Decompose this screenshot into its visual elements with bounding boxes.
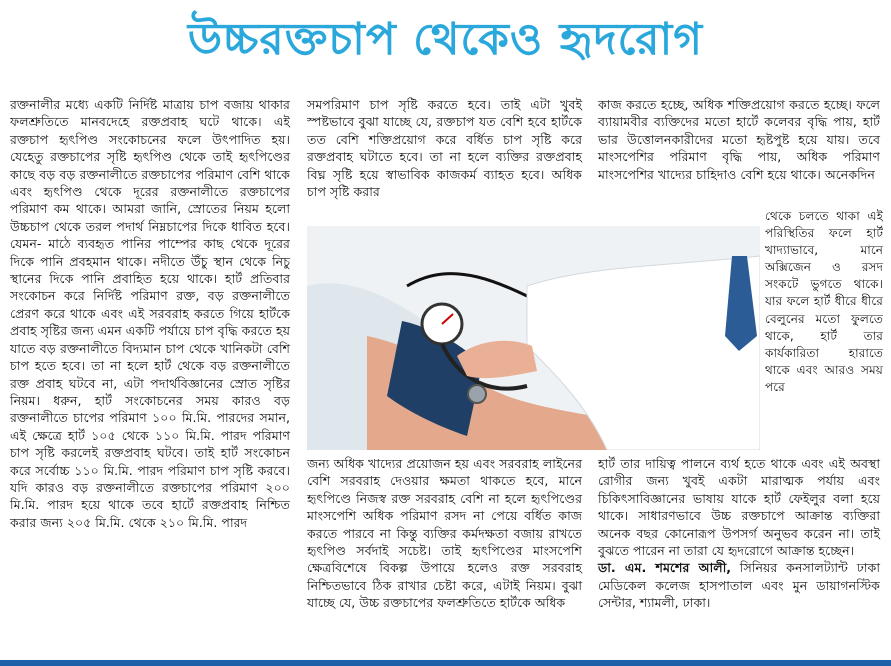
article-column-3-side — [765, 208, 883, 396]
article-column-1 — [10, 96, 290, 531]
article-headline: উচ্চরক্তচাপ থেকেও হৃদরোগ — [187, 14, 704, 65]
article-column-3-top — [598, 96, 880, 183]
blood-pressure-illustration — [307, 226, 760, 450]
column-2-top-text: সমপরিমাণ চাপ সৃষ্টি করতে হবে। তাই এটা খুবই স্পষ্টভাবে বুঝা যাচ্ছে যে, রক্তচাপ যত বেশি হবে হার্টকে তত বেশি শক্তিপ্রয়োগ করে বর্ধিত চাপ সৃষ্টি করে রক্তপ্রবাহ ঘটাতে হবে। তা না হলে ব্যক্তির রক্তপ্রবাহ বিঘ্ন সৃষ্টি হয়ে স্বাভাবিক কাজকর্ম ব্যাহত হবে। অধিক চাপ সৃষ্টি করার — [307, 97, 582, 200]
author-details: সিনিয়র কনসালট্যান্ট ঢাকা মেডিকেল কলেজ হাসপাতাল এবং মুন ডায়াগনস্টিক সেন্টার, শ্যামলী, ঢাকা। — [598, 560, 880, 611]
article-column-2-bottom — [307, 455, 582, 612]
article-column-3-bottom — [598, 455, 880, 612]
column-3-side-text: থেকে চলতে থাকা এই পরিস্থিতির ফলে হার্ট খাদ্যাভাবে, মানে অক্সিজেন ও রসদ সংকটে ভুগতে থাকে। যার ফলে হার্ট ধীরে ধীরে বেলুনের মতো ফুলতে থাকে, হার্ট তার কার্যকারিতা হারাতে থাকে এবং আরও সময় পরে — [765, 209, 883, 394]
author-name: ডা. এম. শমশের আলী, — [598, 560, 732, 576]
article-column-2-top — [307, 96, 582, 200]
column-1-text: রক্তনালীর মধ্যে একটি নির্দিষ্ট মাত্রায় চাপ বজায় থাকার ফলশ্রুতিতে মানবদেহে রক্তপ্রবাহ ঘটে থাকে। এই রক্তচাপ হৃৎপিণ্ড সংকোচনের ফলে উৎপাদিত হয়। যেহেতু রক্তচাপের সৃষ্টি হৃৎপিণ্ড থেকে তাই হৃৎপিণ্ডের কাছে বড় বড় রক্তনালীতে রক্তচাপের পরিমাণ বেশি থাকে এবং হৃৎপিণ্ড থেকে দূরের রক্তনালীতে রক্তচাপের পরিমাণ কম থাকে। আমরা জানি, স্রোতের নিয়ম হলো উচ্চচাপ থেকে তরল পদার্থ নিম্নচাপের দিকে ধাবিত হবে। যেমন- মাঠে ব্যবহৃত পানির পাম্পের কাছ থেকে দূরের দিকে পানি প্রবহমান থাকে। নদীতে উঁচু স্থান থেকে নিচু স্থানের দিকে পানি প্রবাহিত হয়ে থাকে। হার্ট প্রতিবার সংকোচন করে নির্দিষ্ট পরিমাণ রক্ত, বড় রক্তনালীতে প্রেরণ করে থাকে এবং এই সরবরাহ করতে গিয়ে হার্টকে প্রবাহ সৃষ্টির জন্য এমন একটি পর্যায়ে চাপ বৃদ্ধি করতে হয় যাতে বড় রক্তনালীতে বিদ্যমান চাপ থেকে খানিকটা বেশি চাপ হতে হবে। তা না হলে হার্ট থেকে বড় রক্তনালীতে রক্ত প্রবাহ ঘটবে না, এটা পদার্থবিজ্ঞানের স্রোত সৃষ্টির নিয়ম। ধরুন, হার্ট সংকোচনের সময় কারও বড় রক্তনালীতে চাপের পরিমাণ ১০০ মি.মি. পারদের সমান, এই ক্ষেত্রে হার্ট ১০৫ থেকে ১১০ মি.মি. পারদ পরিমাণ চাপ সৃষ্টি করলেই রক্তপ্রবাহ ঘটবে। তাই হার্ট সংকোচন করে সর্বোচ্চ ১১০ মি.মি. পারদ পরিমাণ চাপ সৃষ্টি করবে। যদি কারও বড় রক্তনালীতে রক্তচাপের পরিমাণ ২০০ মি.মি. পারদ হয়ে থাকে তবে হার্টে রক্তপ্রবাহ নিশ্চিত করার জন্য ২০৫ মি.মি. থেকে ২১০ মি.মি. পারদ — [10, 97, 290, 530]
stethoscope-chestpiece-icon — [468, 385, 486, 403]
column-3-bottom-text: হার্ট তার দায়িত্ব পালনে ব্যর্থ হতে থাকে এবং এই অবস্থা রোগীর জন্য খুবই একটা মারাত্মক পর্যায় এবং চিকিৎসাবিজ্ঞানের ভাষায় যাকে হার্ট ফেইলুর বলা হয়ে থাকে। সাধারণভাবে উচ্চ রক্তচাপে আক্রান্ত ব্যক্তিরা অনেক বছর কোনোরূপ উপসর্গ অনুভব করেন না। তাই বুঝতে পারেন না তারা যে হৃদরোগে আক্রান্ত হচ্ছেন। — [598, 456, 880, 559]
blood-pressure-photo — [307, 226, 760, 450]
column-3-top-text: কাজ করতে হচ্ছে, অধিক শক্তিপ্রয়োগ করতে হচ্ছে। ফলে ব্যায়ামবীর ব্যক্তিদের মতো হার্টে কলেবর বৃদ্ধি পায়, হার্ট ভার উত্তোলনকারীদের মতো হৃষ্টপুষ্ট হয়ে যায়। তবে মাংসপেশির পরিমাণ বৃদ্ধি পায়, অধিক পরিমাণ মাংসপেশির খাদ্যের চাহিদাও বেশি হয়ে থাকে। অনেকদিন — [598, 97, 880, 182]
page-bottom-border — [0, 660, 891, 666]
column-2-bottom-text: জন্য অধিক খাদ্যের প্রয়োজন হয় এবং সরবরাহ লাইনের বেশি সরবরাহ দেওয়ার ক্ষমতা থাকতে হবে, মানে হৃৎপিণ্ডে নিজস্ব রক্ত সরবরাহ বেশি না হলে হৃৎপিণ্ডের মাংসপেশি অধিক পরিমাণ রসদ না পেয়ে বর্ধিত কাজ করতে পারবে না কিন্তু ব্যক্তির কর্মদক্ষতা বজায় রাখতে হৃৎপিণ্ড সর্বদাই সচেষ্ট। তাই হৃৎপিণ্ডের মাংসপেশি ক্ষেত্রবিশেষে বিকল্প উপায়ে হলেও রক্ত সরবরাহ নিশ্চিতভাবে ঠিক রাখার চেষ্টা করে, এটাই নিয়ম। বুঝা যাচ্ছে যে, উচ্চ রক্তচাপের ফলশ্রুতিতে হার্টকে অধিক — [307, 456, 582, 611]
author-byline — [598, 559, 880, 611]
